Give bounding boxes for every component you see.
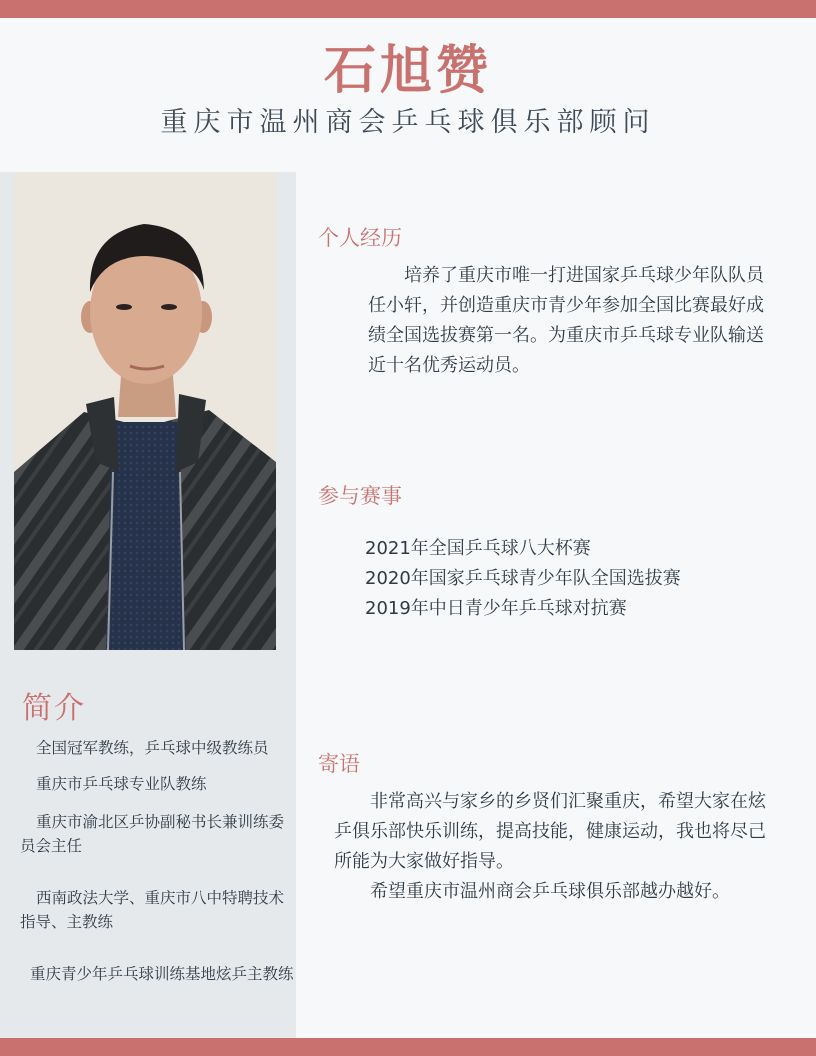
experience-text: 培养了重庆市唯一打进国家乒乓球少年队队员任小轩，并创造重庆市青少年参加全国比赛最好成绩全国选拔赛第一名。为重庆市乒乓球专业队输送近十名优秀运动员。 (368, 265, 764, 376)
top-accent-band (0, 0, 816, 18)
message-paragraph-2: 希望重庆市温州商会乒乓球俱乐部越办越好。 (370, 881, 730, 902)
competitions-heading: 参与赛事 (318, 484, 402, 508)
message-paragraph-1: 非常高兴与家乡的乡贤们汇聚重庆，希望大家在炫乒俱乐部快乐训练，提高技能，健康运动，我也将尽己所能为大家做好指导。 (334, 791, 766, 872)
intro-heading: 简介 (22, 691, 86, 726)
person-name: 石旭赞 (323, 41, 492, 101)
bottom-accent-band (0, 1038, 816, 1056)
message-heading: 寄语 (318, 752, 360, 776)
portrait-photo (14, 172, 276, 650)
intro-item: 西南政法大学、重庆市八中特聘技术指导、主教练 (20, 889, 285, 931)
intro-item: 重庆青少年乒乓球训练基地炫乒主教练 (30, 965, 294, 983)
intro-item: 重庆市渝北区乒协副秘书长兼训练委员会主任 (20, 813, 285, 855)
competition-item: 2019年中日青少年乒乓球对抗赛 (365, 598, 627, 619)
competitions-list (365, 534, 681, 624)
competition-item: 2020年国家乒乓球青少年队全国选拔赛 (365, 568, 681, 589)
experience-heading: 个人经历 (318, 226, 402, 250)
person-title: 重庆市温州商会乒乓球俱乐部顾问 (160, 107, 656, 138)
intro-item: 全国冠军教练，乒乓球中级教练员 (36, 739, 269, 757)
competition-item: 2021年全国乒乓球八大杯赛 (365, 538, 591, 559)
intro-item: 重庆市乒乓球专业队教练 (36, 775, 207, 793)
